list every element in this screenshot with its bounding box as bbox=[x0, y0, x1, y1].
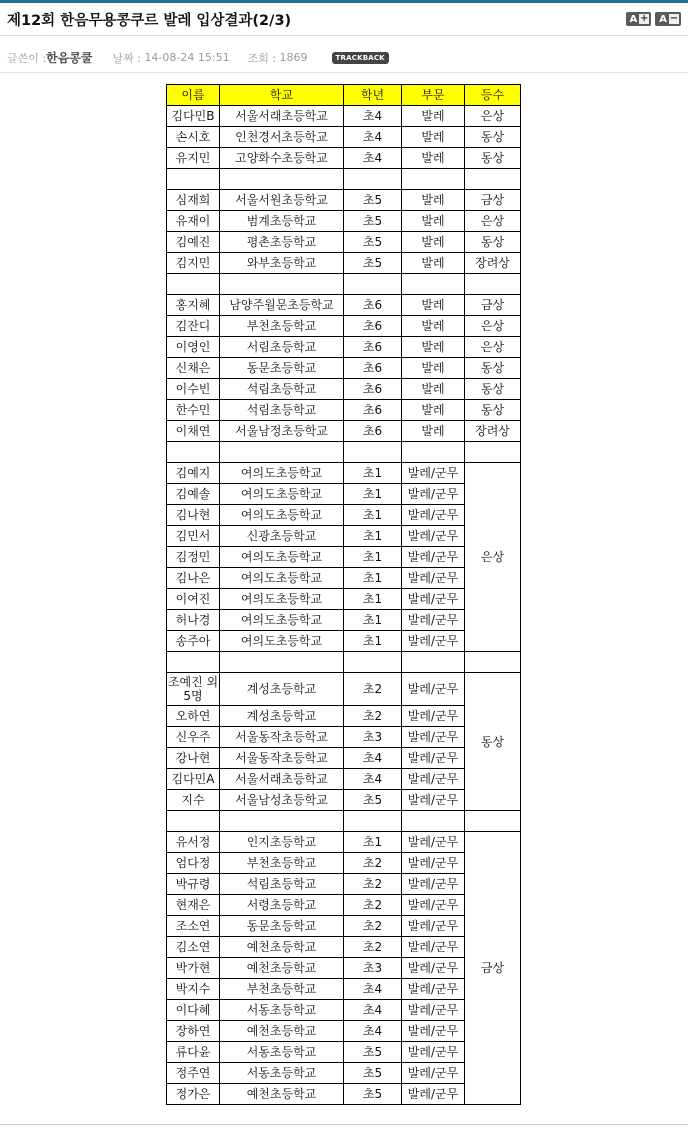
header-school: 학교 bbox=[220, 85, 344, 106]
grade-cell: 초6 bbox=[344, 316, 402, 337]
category-cell: 발레/군무 bbox=[402, 526, 465, 547]
header-name: 이름 bbox=[167, 85, 220, 106]
school-cell: 서울동작초등학교 bbox=[220, 727, 344, 748]
category-cell: 발레/군무 bbox=[402, 1063, 465, 1084]
category-cell: 발레/군무 bbox=[402, 727, 465, 748]
school-cell: 서울서래초등학교 bbox=[220, 769, 344, 790]
grade-cell: 초1 bbox=[344, 610, 402, 631]
grade-cell: 초4 bbox=[344, 106, 402, 127]
header-row bbox=[167, 85, 521, 106]
school-cell: 서울서원초등학교 bbox=[220, 190, 344, 211]
name-cell: 김다민B bbox=[167, 106, 220, 127]
school-cell: 예천초등학교 bbox=[220, 1021, 344, 1042]
name-cell: 정주연 bbox=[167, 1063, 220, 1084]
school-cell: 여의도초등학교 bbox=[220, 505, 344, 526]
separator-row bbox=[167, 442, 521, 463]
empty-cell bbox=[465, 169, 521, 190]
category-cell: 발레/군무 bbox=[402, 832, 465, 853]
category-cell: 발레 bbox=[402, 253, 465, 274]
name-cell: 이수빈 bbox=[167, 379, 220, 400]
category-cell: 발레 bbox=[402, 127, 465, 148]
name-cell: 정가은 bbox=[167, 1084, 220, 1105]
category-cell: 발레/군무 bbox=[402, 916, 465, 937]
rank-cell: 동상 bbox=[465, 148, 521, 169]
grade-cell: 초5 bbox=[344, 1042, 402, 1063]
grade-cell: 초6 bbox=[344, 379, 402, 400]
results-table bbox=[166, 84, 521, 1105]
name-cell: 김나현 bbox=[167, 505, 220, 526]
school-cell: 와부초등학교 bbox=[220, 253, 344, 274]
school-cell: 범계초등학교 bbox=[220, 211, 344, 232]
plus-icon: + bbox=[640, 13, 649, 24]
results-body bbox=[167, 106, 521, 1105]
school-cell: 서림초등학교 bbox=[220, 337, 344, 358]
rank-cell: 은상 bbox=[465, 337, 521, 358]
grade-cell: 초1 bbox=[344, 484, 402, 505]
table-row bbox=[167, 832, 521, 853]
grade-cell: 초1 bbox=[344, 463, 402, 484]
table-row bbox=[167, 673, 521, 706]
empty-cell bbox=[167, 442, 220, 463]
rank-cell: 동상 bbox=[465, 400, 521, 421]
name-cell: 손시호 bbox=[167, 127, 220, 148]
table-row bbox=[167, 316, 521, 337]
grade-cell: 초6 bbox=[344, 295, 402, 316]
grade-cell: 초1 bbox=[344, 631, 402, 652]
category-cell: 발레 bbox=[402, 379, 465, 400]
grade-cell: 초4 bbox=[344, 1000, 402, 1021]
empty-cell bbox=[220, 274, 344, 295]
rank-cell: 동상 bbox=[465, 232, 521, 253]
school-cell: 신광초등학교 bbox=[220, 526, 344, 547]
school-cell: 여의도초등학교 bbox=[220, 547, 344, 568]
name-cell: 이여진 bbox=[167, 589, 220, 610]
school-cell: 여의도초등학교 bbox=[220, 463, 344, 484]
category-cell: 발레/군무 bbox=[402, 463, 465, 484]
grade-cell: 초2 bbox=[344, 937, 402, 958]
school-cell: 서동초등학교 bbox=[220, 1042, 344, 1063]
name-cell: 김예진 bbox=[167, 232, 220, 253]
name-cell: 김소연 bbox=[167, 937, 220, 958]
table-row bbox=[167, 106, 521, 127]
category-cell: 발레 bbox=[402, 295, 465, 316]
category-cell: 발레/군무 bbox=[402, 937, 465, 958]
empty-cell bbox=[220, 169, 344, 190]
category-cell: 발레/군무 bbox=[402, 1084, 465, 1105]
grade-cell: 초6 bbox=[344, 421, 402, 442]
empty-cell bbox=[344, 274, 402, 295]
empty-cell bbox=[167, 652, 220, 673]
empty-cell bbox=[465, 442, 521, 463]
empty-cell bbox=[402, 811, 465, 832]
school-cell: 석림초등학교 bbox=[220, 400, 344, 421]
rank-cell: 은상 bbox=[465, 106, 521, 127]
rank-cell: 금상 bbox=[465, 295, 521, 316]
name-cell: 강나현 bbox=[167, 748, 220, 769]
font-size-controls bbox=[626, 12, 682, 26]
author-label: 글쓴이 : bbox=[7, 51, 47, 65]
empty-cell bbox=[402, 442, 465, 463]
school-cell: 서울서래초등학교 bbox=[220, 106, 344, 127]
school-cell: 여의도초등학교 bbox=[220, 610, 344, 631]
font-decrease-button[interactable] bbox=[655, 12, 681, 26]
grade-cell: 초2 bbox=[344, 874, 402, 895]
rank-merged-cell: 동상 bbox=[465, 673, 521, 811]
empty-cell bbox=[402, 169, 465, 190]
empty-cell bbox=[344, 811, 402, 832]
trackback-button[interactable]: TRACKBACK bbox=[332, 52, 389, 64]
category-cell: 발레 bbox=[402, 337, 465, 358]
grade-cell: 초6 bbox=[344, 337, 402, 358]
school-cell: 부천초등학교 bbox=[220, 853, 344, 874]
school-cell: 평촌초등학교 bbox=[220, 232, 344, 253]
school-cell: 석림초등학교 bbox=[220, 874, 344, 895]
school-cell: 예천초등학교 bbox=[220, 958, 344, 979]
rank-cell: 은상 bbox=[465, 316, 521, 337]
name-cell: 현재은 bbox=[167, 895, 220, 916]
school-cell: 여의도초등학교 bbox=[220, 484, 344, 505]
empty-cell bbox=[465, 274, 521, 295]
rank-cell: 동상 bbox=[465, 127, 521, 148]
rank-merged-cell: 금상 bbox=[465, 832, 521, 1105]
school-cell: 부천초등학교 bbox=[220, 979, 344, 1000]
grade-cell: 초4 bbox=[344, 127, 402, 148]
table-row bbox=[167, 190, 521, 211]
name-cell: 오하연 bbox=[167, 706, 220, 727]
school-cell: 인천경서초등학교 bbox=[220, 127, 344, 148]
school-cell: 동문초등학교 bbox=[220, 358, 344, 379]
separator-row bbox=[167, 811, 521, 832]
name-cell: 지수 bbox=[167, 790, 220, 811]
table-row bbox=[167, 358, 521, 379]
name-cell: 박가현 bbox=[167, 958, 220, 979]
name-cell: 김예솔 bbox=[167, 484, 220, 505]
header-grade: 학년 bbox=[344, 85, 402, 106]
table-row bbox=[167, 463, 521, 484]
font-decrease-label: A bbox=[659, 13, 667, 25]
separator-row bbox=[167, 652, 521, 673]
name-cell: 심재희 bbox=[167, 190, 220, 211]
category-cell: 발레/군무 bbox=[402, 1042, 465, 1063]
school-cell: 서동초등학교 bbox=[220, 1063, 344, 1084]
empty-cell bbox=[220, 442, 344, 463]
separator-row bbox=[167, 274, 521, 295]
category-cell: 발레/군무 bbox=[402, 1000, 465, 1021]
name-cell: 조예진 외 5명 bbox=[167, 673, 220, 706]
grade-cell: 초4 bbox=[344, 769, 402, 790]
table-row bbox=[167, 421, 521, 442]
school-cell: 서울남정초등학교 bbox=[220, 421, 344, 442]
grade-cell: 초3 bbox=[344, 958, 402, 979]
category-cell: 발레 bbox=[402, 316, 465, 337]
category-cell: 발레/군무 bbox=[402, 853, 465, 874]
header-category: 부문 bbox=[402, 85, 465, 106]
grade-cell: 초5 bbox=[344, 1084, 402, 1105]
category-cell: 발레 bbox=[402, 400, 465, 421]
rank-cell: 장려상 bbox=[465, 253, 521, 274]
name-cell: 신채은 bbox=[167, 358, 220, 379]
name-cell: 한수민 bbox=[167, 400, 220, 421]
category-cell: 발레 bbox=[402, 358, 465, 379]
rank-merged-cell: 은상 bbox=[465, 463, 521, 652]
rank-cell: 동상 bbox=[465, 358, 521, 379]
school-cell: 서울동작초등학교 bbox=[220, 748, 344, 769]
name-cell: 김예지 bbox=[167, 463, 220, 484]
school-cell: 동문초등학교 bbox=[220, 916, 344, 937]
grade-cell: 초1 bbox=[344, 568, 402, 589]
category-cell: 발레/군무 bbox=[402, 673, 465, 706]
empty-cell bbox=[344, 169, 402, 190]
grade-cell: 초6 bbox=[344, 358, 402, 379]
grade-cell: 초1 bbox=[344, 526, 402, 547]
name-cell: 김정민 bbox=[167, 547, 220, 568]
category-cell: 발레/군무 bbox=[402, 568, 465, 589]
category-cell: 발레/군무 bbox=[402, 874, 465, 895]
view-count: 1869 bbox=[279, 51, 308, 64]
empty-cell bbox=[344, 652, 402, 673]
font-increase-button[interactable] bbox=[626, 12, 652, 26]
grade-cell: 초2 bbox=[344, 673, 402, 706]
name-cell: 신우주 bbox=[167, 727, 220, 748]
name-cell: 류다윤 bbox=[167, 1042, 220, 1063]
name-cell: 송주아 bbox=[167, 631, 220, 652]
category-cell: 발레 bbox=[402, 211, 465, 232]
grade-cell: 초2 bbox=[344, 706, 402, 727]
school-cell: 고양화수초등학교 bbox=[220, 148, 344, 169]
grade-cell: 초4 bbox=[344, 979, 402, 1000]
table-row bbox=[167, 379, 521, 400]
category-cell: 발레 bbox=[402, 421, 465, 442]
grade-cell: 초1 bbox=[344, 589, 402, 610]
rank-cell: 장려상 bbox=[465, 421, 521, 442]
bottom-rule bbox=[0, 1124, 688, 1125]
grade-cell: 초4 bbox=[344, 148, 402, 169]
name-cell: 김지민 bbox=[167, 253, 220, 274]
category-cell: 발레/군무 bbox=[402, 769, 465, 790]
table-row bbox=[167, 211, 521, 232]
table-row bbox=[167, 232, 521, 253]
name-cell: 이채연 bbox=[167, 421, 220, 442]
table-row bbox=[167, 400, 521, 421]
header-rank: 등수 bbox=[465, 85, 521, 106]
name-cell: 김민서 bbox=[167, 526, 220, 547]
category-cell: 발레/군무 bbox=[402, 631, 465, 652]
empty-cell bbox=[220, 811, 344, 832]
category-cell: 발레/군무 bbox=[402, 895, 465, 916]
school-cell: 서령초등학교 bbox=[220, 895, 344, 916]
school-cell: 계성초등학교 bbox=[220, 706, 344, 727]
name-cell: 엄다정 bbox=[167, 853, 220, 874]
category-cell: 발레/군무 bbox=[402, 547, 465, 568]
school-cell: 석림초등학교 bbox=[220, 379, 344, 400]
empty-cell bbox=[167, 811, 220, 832]
rank-cell: 금상 bbox=[465, 190, 521, 211]
name-cell: 장하연 bbox=[167, 1021, 220, 1042]
grade-cell: 초5 bbox=[344, 190, 402, 211]
post-title: 제12회 한음무용콩쿠르 발레 입상결과(2/3) bbox=[7, 13, 292, 29]
table-row bbox=[167, 337, 521, 358]
name-cell: 이다혜 bbox=[167, 1000, 220, 1021]
category-cell: 발레/군무 bbox=[402, 958, 465, 979]
grade-cell: 초6 bbox=[344, 400, 402, 421]
name-cell: 홍지혜 bbox=[167, 295, 220, 316]
table-row bbox=[167, 295, 521, 316]
category-cell: 발레/군무 bbox=[402, 706, 465, 727]
table-row bbox=[167, 127, 521, 148]
grade-cell: 초2 bbox=[344, 895, 402, 916]
name-cell: 박규령 bbox=[167, 874, 220, 895]
category-cell: 발레/군무 bbox=[402, 979, 465, 1000]
category-cell: 발레/군무 bbox=[402, 1021, 465, 1042]
school-cell: 서동초등학교 bbox=[220, 1000, 344, 1021]
empty-cell bbox=[465, 811, 521, 832]
school-cell: 여의도초등학교 bbox=[220, 589, 344, 610]
grade-cell: 초5 bbox=[344, 790, 402, 811]
name-cell: 허나경 bbox=[167, 610, 220, 631]
rank-cell: 동상 bbox=[465, 379, 521, 400]
category-cell: 발레/군무 bbox=[402, 790, 465, 811]
school-cell: 여의도초등학교 bbox=[220, 631, 344, 652]
grade-cell: 초1 bbox=[344, 547, 402, 568]
school-cell: 서울남성초등학교 bbox=[220, 790, 344, 811]
school-cell: 여의도초등학교 bbox=[220, 568, 344, 589]
name-cell: 조소연 bbox=[167, 916, 220, 937]
name-cell: 이영인 bbox=[167, 337, 220, 358]
category-cell: 발레/군무 bbox=[402, 610, 465, 631]
grade-cell: 초4 bbox=[344, 748, 402, 769]
category-cell: 발레/군무 bbox=[402, 484, 465, 505]
school-cell: 남양주월문초등학교 bbox=[220, 295, 344, 316]
grade-cell: 초2 bbox=[344, 853, 402, 874]
grade-cell: 초1 bbox=[344, 505, 402, 526]
grade-cell: 초4 bbox=[344, 1021, 402, 1042]
school-cell: 예천초등학교 bbox=[220, 937, 344, 958]
school-cell: 계성초등학교 bbox=[220, 673, 344, 706]
post-meta bbox=[7, 49, 389, 66]
title-divider bbox=[0, 35, 688, 36]
views-label: 조회 : bbox=[247, 51, 277, 65]
rank-cell: 은상 bbox=[465, 211, 521, 232]
category-cell: 발레 bbox=[402, 190, 465, 211]
empty-cell bbox=[465, 652, 521, 673]
school-cell: 부천초등학교 bbox=[220, 316, 344, 337]
grade-cell: 초5 bbox=[344, 1063, 402, 1084]
category-cell: 발레/군무 bbox=[402, 589, 465, 610]
meta-divider bbox=[0, 72, 688, 73]
empty-cell bbox=[167, 169, 220, 190]
category-cell: 발레 bbox=[402, 232, 465, 253]
category-cell: 발레 bbox=[402, 148, 465, 169]
empty-cell bbox=[402, 652, 465, 673]
empty-cell bbox=[344, 442, 402, 463]
name-cell: 유지민 bbox=[167, 148, 220, 169]
name-cell: 김다민A bbox=[167, 769, 220, 790]
table-row bbox=[167, 148, 521, 169]
grade-cell: 초3 bbox=[344, 727, 402, 748]
name-cell: 김잔디 bbox=[167, 316, 220, 337]
empty-cell bbox=[167, 274, 220, 295]
table-row bbox=[167, 253, 521, 274]
category-cell: 발레/군무 bbox=[402, 505, 465, 526]
name-cell: 유재이 bbox=[167, 211, 220, 232]
grade-cell: 초2 bbox=[344, 916, 402, 937]
category-cell: 발레 bbox=[402, 106, 465, 127]
font-increase-label: A bbox=[629, 13, 638, 25]
top-rule bbox=[0, 0, 688, 3]
grade-cell: 초5 bbox=[344, 232, 402, 253]
grade-cell: 초5 bbox=[344, 211, 402, 232]
minus-icon: − bbox=[669, 13, 679, 24]
grade-cell: 초1 bbox=[344, 832, 402, 853]
school-cell: 예천초등학교 bbox=[220, 1084, 344, 1105]
author-name[interactable]: 한음콩쿨 bbox=[46, 51, 93, 65]
name-cell: 박지수 bbox=[167, 979, 220, 1000]
school-cell: 인지초등학교 bbox=[220, 832, 344, 853]
empty-cell bbox=[402, 274, 465, 295]
category-cell: 발레/군무 bbox=[402, 748, 465, 769]
name-cell: 김나은 bbox=[167, 568, 220, 589]
name-cell: 유서정 bbox=[167, 832, 220, 853]
separator-row bbox=[167, 169, 521, 190]
empty-cell bbox=[220, 652, 344, 673]
grade-cell: 초5 bbox=[344, 253, 402, 274]
date-label: 날짜 : bbox=[112, 51, 141, 65]
post-date: 14-08-24 15:51 bbox=[144, 51, 230, 64]
